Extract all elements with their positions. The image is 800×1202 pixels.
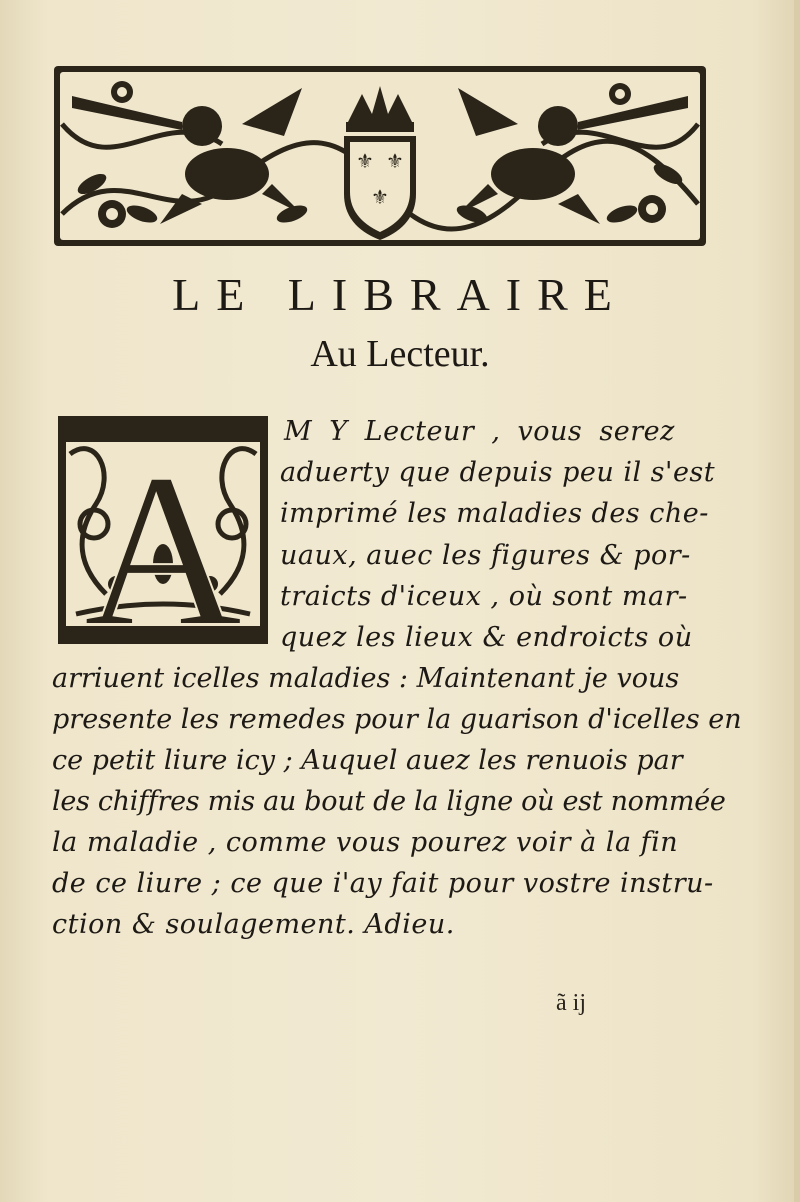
text-line: arriuent icelles maladies : Maintenant je vous bbox=[52, 663, 680, 694]
dropcap-letter: A bbox=[83, 428, 243, 646]
text-line: M Y Lecteur , vous serez bbox=[284, 416, 675, 447]
text-line: la maladie , comme vous pourez voir à la fin bbox=[52, 827, 679, 858]
text-line: les chiffres mis au bout de la ligne où est nommée bbox=[52, 786, 726, 817]
text-line: imprimé les maladies des che- bbox=[280, 498, 709, 529]
svg-text:⚜: ⚜ bbox=[386, 149, 404, 173]
text-line: de ce liure ; ce que i'ay fait pour vostre instru- bbox=[52, 868, 714, 899]
signature-mark: ã ij bbox=[556, 990, 586, 1016]
text-line: traicts d'iceux , où sont mar- bbox=[280, 581, 688, 612]
text-line: quez les lieux & endroicts où bbox=[280, 622, 693, 653]
svg-text:⚜: ⚜ bbox=[371, 185, 389, 209]
text-line: ce petit liure icy ; Auquel auez les renuois par bbox=[52, 745, 683, 776]
text-line: aduerty que depuis peu il s'est bbox=[280, 457, 716, 488]
text-line: presente les remedes pour la guarison d'icelles en bbox=[52, 704, 742, 735]
ornamental-headpiece bbox=[52, 64, 708, 248]
page-title: LE LIBRAIRE bbox=[172, 269, 628, 320]
svg-text:⚜: ⚜ bbox=[356, 149, 374, 173]
text-line: ction & soulagement. Adieu. bbox=[52, 909, 455, 940]
text-line: uaux, auec les figures & por- bbox=[280, 540, 691, 571]
page-subtitle: Au Lecteur. bbox=[310, 333, 490, 375]
ornamental-dropcap bbox=[56, 414, 270, 646]
